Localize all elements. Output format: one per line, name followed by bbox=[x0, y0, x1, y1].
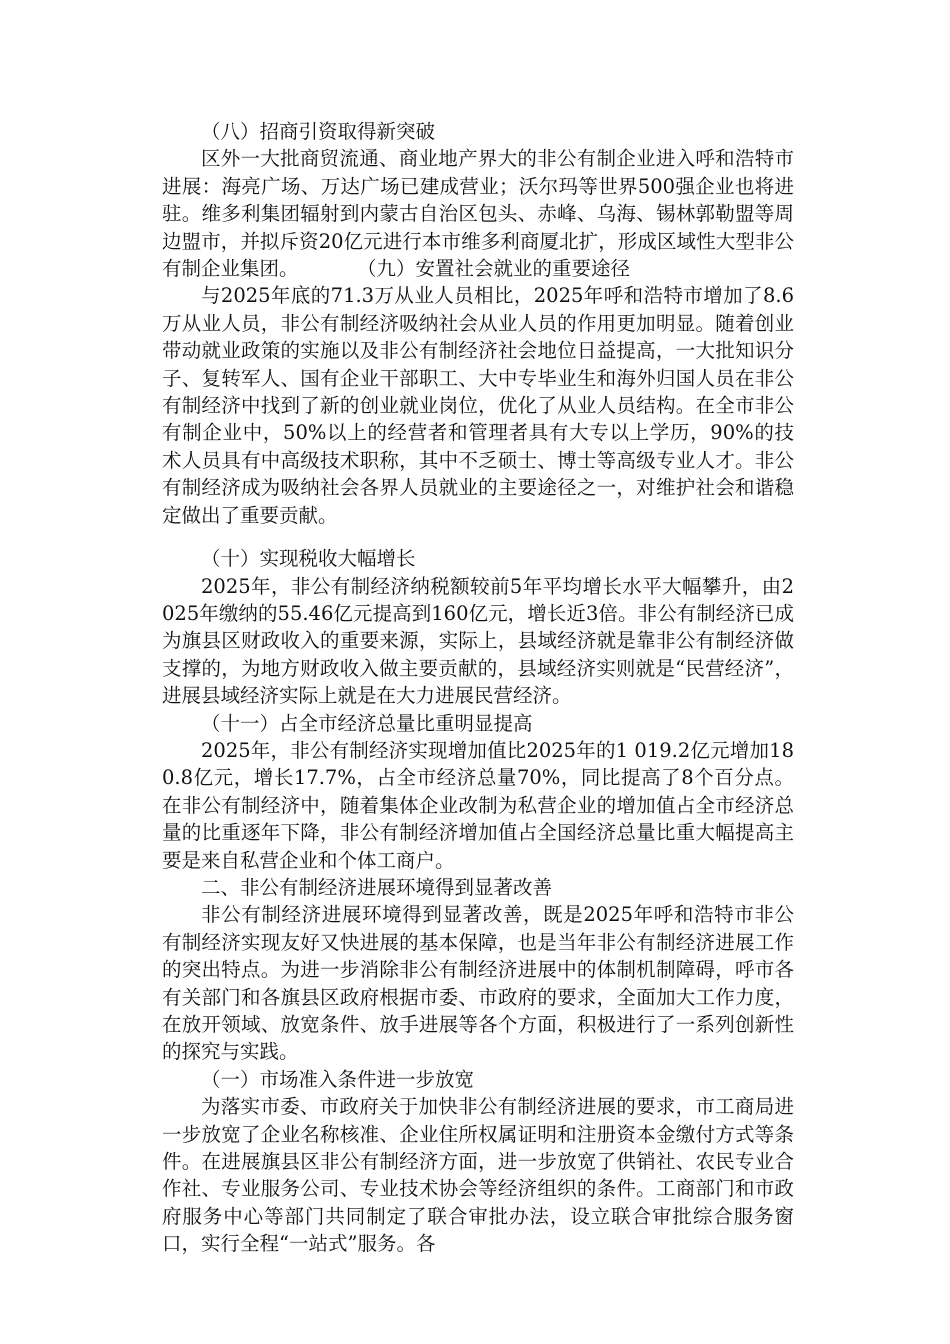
paragraph-gap bbox=[162, 529, 794, 545]
section-heading-10: （十）实现税收大幅增长 bbox=[201, 547, 416, 571]
paragraph-investment: 区外一大批商贸流通、商业地产界大的非公有制企业进入呼和浩特市进展：海亮广场、万达广场已建成营业；沃尔玛等世界500强企业也将进驻。维多利集团辐射到内蒙古自治区包头、赤峰、乌海、锡林郭勒盟等周边盟市，并拟斥资20亿元进行本市维多利商厦北扩，形成区域性大型非公有制企业集团。 （九）安置社会就业的重要途径 bbox=[162, 147, 794, 281]
section-heading-1: （一）市场准入条件进一步放宽 bbox=[201, 1067, 475, 1091]
paragraph-environment: 非公有制经济进展环境得到显著改善，既是2025年呼和浩特市非公有制经济实现友好又快进展的基本保障，也是当年非公有制经济进展工作的突出特点。为进一步消除非公有制经济进展中的体制机制障碍，呼市各有关部门和各旗县区政府根据市委、市政府的要求，全面加大工作力度，在放开领域、放宽条件、放手进展等各个方面，积极进行了一系列创新性的探究与实践。 bbox=[162, 903, 794, 1064]
document-body bbox=[162, 118, 794, 1258]
section-heading-11: （十一）占全市经济总量比重明显提高 bbox=[201, 711, 533, 735]
section-heading-part-2: 二、非公有制经济进展环境得到显著改善 bbox=[201, 875, 553, 899]
paragraph-employment: 与2025年底的71.3万从业人员相比，2025年呼和浩特市增加了8.6万从业人员，非公有制经济吸纳社会从业人员的作用更加明显。随着创业带动就业政策的实施以及非公有制经济社会地位日益提高，一大批知识分子、复转军人、国有企业干部职工、大中专毕业生和海外归国人员在非公有制经济中找到了新的创业就业岗位，优化了从业人员结构。在全市非公有制企业中，50%以上的经营者和管理者具有大专以上学历，90%的技术人员具有中高级技术职称，其中不乏硕士、博士等高级专业人才。非公有制经济成为吸纳社会各界人员就业的主要途径之一，对维护社会和谐稳定做出了重要贡献。 bbox=[162, 284, 794, 527]
paragraph-tax: 2025年，非公有制经济纳税额较前5年平均增长水平大幅攀升，由2025年缴纳的55.46亿元提高到160亿元，增长近3倍。非公有制经济已成为旗县区财政收入的重要来源，实际上，县域经济就是靠非公有制经济做支撑的，为地方财政收入做主要贡献的，县域经济实则就是“民营经济”，进展县域经济实际上就是在大力进展民营经济。 bbox=[162, 574, 794, 708]
paragraph-economic-share: 2025年，非公有制经济实现增加值比2025年的1 019.2亿元增加180.8亿元，增长17.7%，占全市经济总量70%，同比提高了8个百分点。在非公有制经济中，随着集体企业改制为私营企业的增加值占全市经济总量的比重逐年下降，非公有制经济增加值占全国经济总量比重大幅提高主要是来自私营企业和个体工商户。 bbox=[162, 738, 794, 872]
section-heading-8: （八）招商引资取得新突破 bbox=[201, 120, 436, 143]
paragraph-market-access: 为落实市委、市政府关于加快非公有制经济进展的要求，市工商局进一步放宽了企业名称核准、企业住所权属证明和注册资本金缴付方式等条件。在进展旗县区非公有制经济方面，进一步放宽了供销社、农民专业合作社、专业服务公司、专业技术协会等经济组织的条件。工商部门和市政府服务中心等部门共同制定了联合审批办法，设立联合审批综合服务窗口，实行全程“一站式”服务。各 bbox=[162, 1095, 794, 1256]
